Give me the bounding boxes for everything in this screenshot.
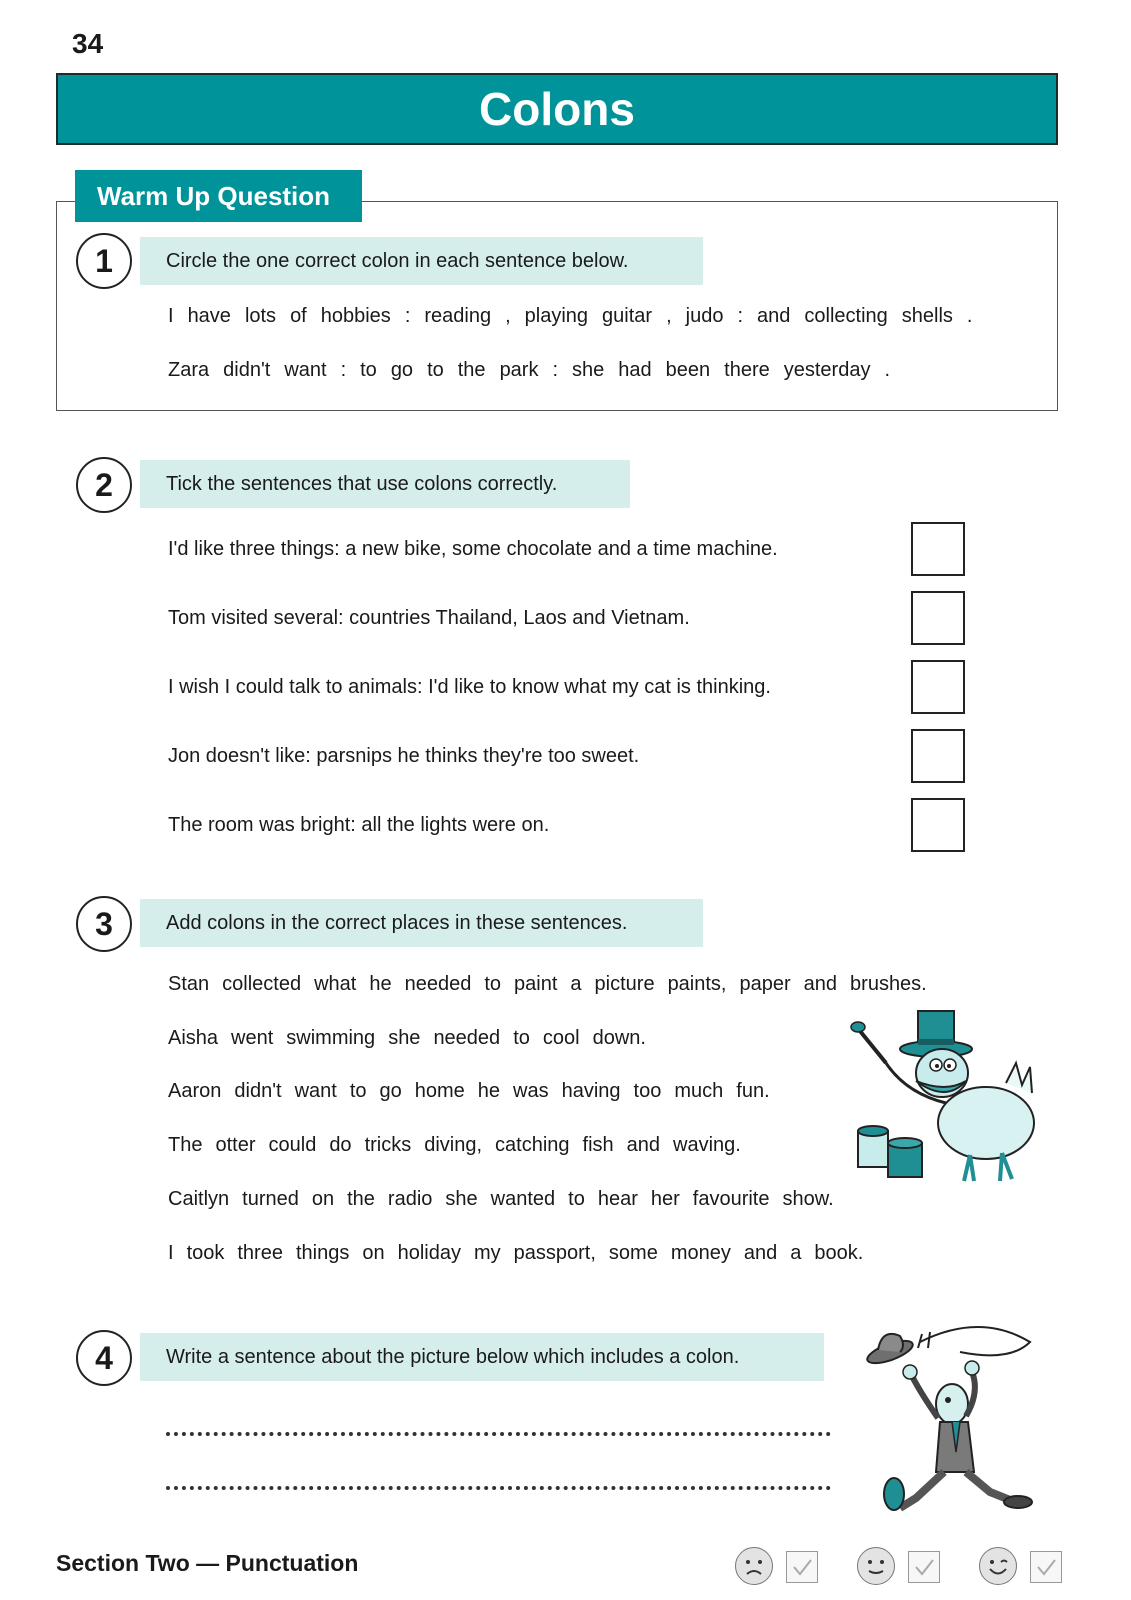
- word: Caitlyn: [168, 1188, 230, 1210]
- colon-choice[interactable]: :: [552, 359, 559, 381]
- word: he: [369, 973, 392, 995]
- tick-check-box[interactable]: [786, 1551, 818, 1583]
- word: he: [477, 1080, 501, 1102]
- word: .: [884, 359, 891, 381]
- word: needed: [433, 1027, 501, 1049]
- happy-face-icon[interactable]: [979, 1547, 1017, 1585]
- tick-check-box[interactable]: [1030, 1551, 1062, 1583]
- word: go: [379, 1080, 402, 1102]
- word: and: [743, 1242, 778, 1264]
- tick-box[interactable]: [911, 660, 965, 714]
- word: hear: [597, 1188, 638, 1210]
- question-4-number: 4: [76, 1330, 132, 1386]
- word: want: [294, 1080, 337, 1102]
- word: didn't: [234, 1080, 282, 1102]
- word: passport,: [513, 1242, 596, 1264]
- word: paint: [514, 973, 558, 995]
- word: Stan: [168, 973, 210, 995]
- word: do: [329, 1134, 352, 1156]
- word: to: [568, 1188, 585, 1210]
- word: went: [231, 1027, 274, 1049]
- word: to: [484, 973, 502, 995]
- colon-choice[interactable]: :: [737, 305, 744, 327]
- tick-box[interactable]: [911, 729, 965, 783]
- word: of: [290, 305, 307, 327]
- question-2-sentence: Jon doesn't like: parsnips he thinks they're too sweet.: [168, 745, 640, 767]
- answer-line[interactable]: [166, 1486, 831, 1490]
- word: to: [427, 359, 444, 381]
- title-bar: [56, 73, 1058, 145]
- word: collecting: [804, 305, 888, 327]
- word: some: [608, 1242, 658, 1264]
- word: Zara: [168, 359, 210, 381]
- word: reading: [424, 305, 492, 327]
- question-2-sentence: Tom visited several: countries Thailand, Laos and Vietnam.: [168, 607, 690, 629]
- word: hobbies: [320, 305, 391, 327]
- page-number: 34: [72, 28, 104, 59]
- word: and: [626, 1134, 661, 1156]
- word: paper: [739, 973, 791, 995]
- question-3-sentence: [168, 973, 940, 996]
- question-2-sentence: I wish I could talk to animals: I'd like to know what my cat is thinking.: [168, 676, 771, 698]
- word: ,: [666, 305, 672, 327]
- word: lots: [244, 305, 277, 327]
- painter-bird-illustration: [846, 1003, 1046, 1193]
- word: guitar: [602, 305, 653, 327]
- question-4-instruction: [140, 1333, 824, 1381]
- question-3-instruction-text: Add colons in the correct places in these sentences.: [166, 911, 628, 934]
- word: otter: [215, 1134, 256, 1156]
- word: I: [168, 305, 174, 327]
- word: diving,: [424, 1134, 483, 1156]
- word: turned: [242, 1188, 299, 1210]
- question-2-number: 2: [76, 457, 132, 513]
- word: catching: [495, 1134, 570, 1156]
- word: had: [618, 359, 652, 381]
- word: took: [186, 1242, 225, 1264]
- word: park: [499, 359, 539, 381]
- word: too: [633, 1080, 662, 1102]
- word: Aisha: [168, 1027, 219, 1049]
- word: wanted: [490, 1188, 556, 1210]
- word: she: [388, 1027, 421, 1049]
- tick-box[interactable]: [911, 591, 965, 645]
- word: what: [314, 973, 357, 995]
- word: have: [187, 305, 231, 327]
- word: favourite: [692, 1188, 770, 1210]
- word: down.: [592, 1027, 646, 1049]
- word: cool: [542, 1027, 580, 1049]
- question-2-sentence: The room was bright: all the lights were on.: [168, 814, 550, 836]
- word: paints,: [667, 973, 727, 995]
- question-3-number: 3: [76, 896, 132, 952]
- word: on: [311, 1188, 335, 1210]
- neutral-face-icon[interactable]: [857, 1547, 895, 1585]
- word: my: [473, 1242, 501, 1264]
- word: and: [803, 973, 838, 995]
- word: and: [757, 305, 791, 327]
- word: collected: [222, 973, 302, 995]
- word: needed: [404, 973, 472, 995]
- word: show.: [782, 1188, 834, 1210]
- question-4-instruction-text: Write a sentence about the picture below which includes a colon.: [166, 1345, 740, 1368]
- question-1-number: 1: [76, 233, 132, 289]
- running-man-hat-illustration: [860, 1322, 1050, 1532]
- word: go: [390, 359, 414, 381]
- tick-box[interactable]: [911, 798, 965, 852]
- word: shells: [901, 305, 953, 327]
- question-3-sentence: [168, 1188, 847, 1211]
- word: fish: [582, 1134, 614, 1156]
- question-3-sentence: [168, 1027, 659, 1050]
- question-3-sentence: [168, 1134, 754, 1157]
- tick-check-box[interactable]: [908, 1551, 940, 1583]
- word: the: [457, 359, 486, 381]
- colon-choice[interactable]: :: [340, 359, 347, 381]
- word: her: [650, 1188, 680, 1210]
- word: was: [513, 1080, 549, 1102]
- word: much: [674, 1080, 724, 1102]
- word: a: [570, 973, 582, 995]
- word: she: [572, 359, 605, 381]
- word: tricks: [364, 1134, 412, 1156]
- word: The: [168, 1134, 203, 1156]
- word: radio: [387, 1188, 433, 1210]
- word: three: [237, 1242, 283, 1264]
- sad-face-icon[interactable]: [735, 1547, 773, 1585]
- question-1-sentence-2: [168, 359, 904, 382]
- word: money: [670, 1242, 731, 1264]
- question-1-instruction-text: Circle the one correct colon in each sentence below.: [166, 249, 629, 272]
- word: home: [414, 1080, 465, 1102]
- word: ,: [505, 305, 511, 327]
- word: to: [513, 1027, 530, 1049]
- word: could: [268, 1134, 317, 1156]
- word: didn't: [223, 359, 271, 381]
- answer-line[interactable]: [166, 1432, 831, 1436]
- tick-box[interactable]: [911, 522, 965, 576]
- footer-section-label: Section Two — Punctuation: [56, 1550, 359, 1576]
- page-title: Colons: [479, 83, 635, 135]
- question-3-instruction: [140, 899, 703, 947]
- word: fun.: [736, 1080, 770, 1102]
- word: .: [966, 305, 973, 327]
- word: I: [168, 1242, 174, 1264]
- question-3-sentence: [168, 1080, 783, 1103]
- warm-up-tab: [75, 170, 362, 222]
- word: playing: [524, 305, 589, 327]
- colon-choice[interactable]: :: [404, 305, 411, 327]
- word: a: [790, 1242, 802, 1264]
- question-1-sentence-1: [168, 305, 986, 328]
- word: judo: [685, 305, 724, 327]
- word: to: [349, 1080, 367, 1102]
- word: picture: [594, 973, 655, 995]
- word: there: [724, 359, 770, 381]
- word: things: [295, 1242, 350, 1264]
- word: yesterday: [783, 359, 871, 381]
- warm-up-label: Warm Up Question: [97, 180, 331, 211]
- question-1-instruction: [140, 237, 703, 285]
- word: to: [360, 359, 377, 381]
- word: brushes.: [850, 973, 927, 995]
- word: having: [561, 1080, 621, 1102]
- word: been: [665, 359, 711, 381]
- word: waving.: [673, 1134, 741, 1156]
- word: she: [445, 1188, 478, 1210]
- question-2-sentence: I'd like three things: a new bike, some chocolate and a time machine.: [168, 538, 778, 560]
- word: on: [362, 1242, 385, 1264]
- word: Aaron: [168, 1080, 222, 1102]
- word: swimming: [286, 1027, 376, 1049]
- word: want: [284, 359, 327, 381]
- word: holiday: [397, 1242, 461, 1264]
- word: the: [347, 1188, 375, 1210]
- question-3-sentence: [168, 1242, 876, 1265]
- question-2-instruction: [140, 460, 630, 508]
- word: book.: [814, 1242, 864, 1264]
- question-2-instruction-text: Tick the sentences that use colons correctly.: [166, 472, 558, 495]
